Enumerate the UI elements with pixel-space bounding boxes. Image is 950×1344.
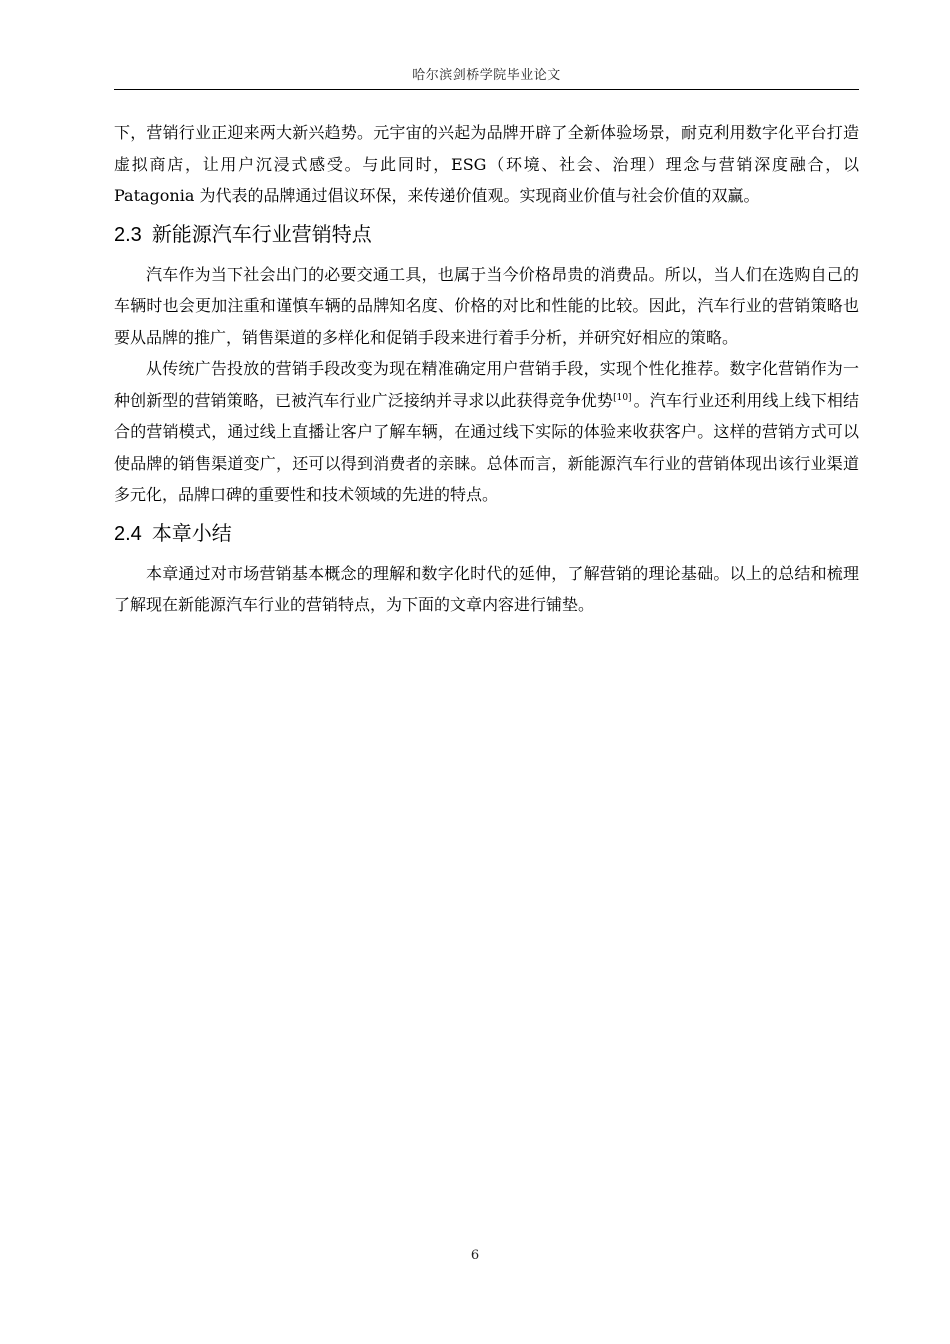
section-2-3-paragraph-2: [114, 353, 859, 511]
section-2-3-paragraph-1: 汽车作为当下社会出门的必要交通工具，也属于当今价格昂贵的消费品。所以，当人们在选购自己的车辆时也会更加注重和谨慎车辆的品牌知名度、价格的对比和性能的比较。因此，汽车行业的营销策略也要从品牌的推广，销售渠道的多样化和促销手段来进行着手分析，并研究好相应的策略。: [114, 264, 859, 347]
citation-reference: [10]: [613, 392, 632, 403]
section-number: 2.3: [114, 223, 142, 246]
running-header: 哈尔滨剑桥学院毕业论文: [412, 68, 561, 83]
continued-paragraph: 下，营销行业正迎来两大新兴趋势。元宇宙的兴起为品牌开辟了全新体验场景，耐克利用数字化平台打造虚拟商店，让用户沉浸式感受。与此同时，ESG（环境、社会、治理）理念与营销深度融合，以 Patagonia 为代表的品牌通过倡议环保，来传递价值观。实现商业价值与社会价值的双赢。: [114, 123, 859, 205]
section-number: 2.4: [114, 522, 142, 545]
section-heading-2-3: [114, 218, 859, 251]
page-number: 6: [470, 1248, 480, 1263]
page-body: [114, 117, 859, 621]
section-2-4-paragraph-1: 本章通过对市场营销基本概念的理解和数字化时代的延伸，了解营销的理论基础。以上的总结和梳理了解现在新能源汽车行业的营销特点，为下面的文章内容进行铺垫。: [114, 563, 859, 614]
section-heading-2-4: [114, 517, 859, 550]
paragraph-text: 从传统广告投放的营销手段改变为现在精准确定用户营销手段，实现个性化推荐。数字化营销作为一种创新型的营销策略，已被汽车行业广泛接纳并寻求以此获得竞争优势: [114, 359, 859, 410]
section-title: 本章小结: [151, 520, 232, 545]
section-title: 新能源汽车行业营销特点: [151, 221, 372, 246]
header-divider: [114, 89, 859, 90]
paragraph-text: 。汽车行业还利用线上线下相结合的营销模式，通过线上直播让客户了解车辆，在通过线下实际的体验来收获客户。这样的营销方式可以使品牌的销售渠道变广，还可以得到消费者的亲睐。总体而言，新能源汽车行业的营销体现出该行业渠道多元化，品牌口碑的重要性和技术领域的先进的特点。: [114, 390, 859, 504]
